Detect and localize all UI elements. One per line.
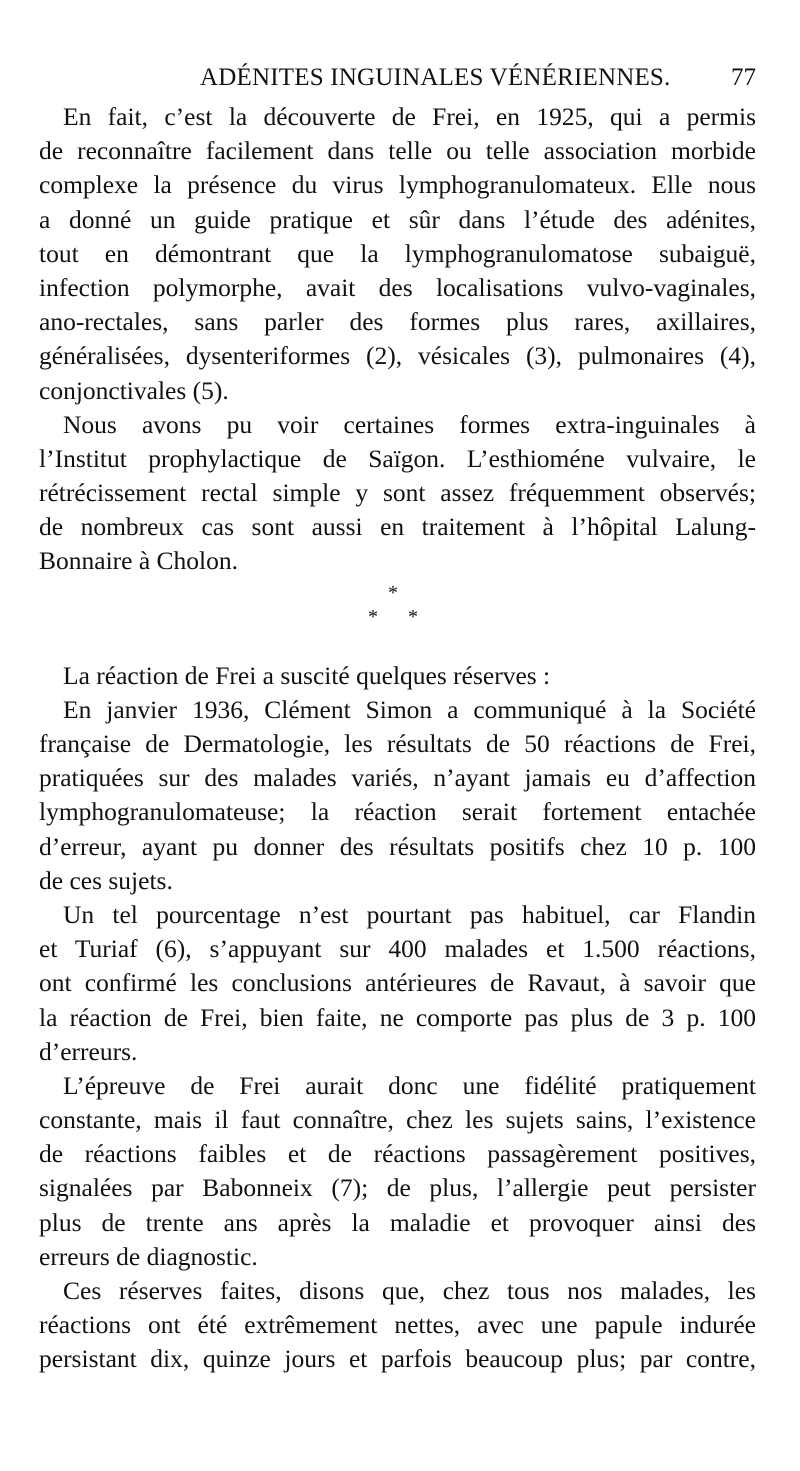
text-line: La réaction de Frei a suscité quelques réserves : [63, 660, 551, 690]
text-line: d’erreurs. [39, 1036, 138, 1066]
text-line: d’erreur, ayant pu donner des résultats positifs chez 10 p. 100 [39, 831, 756, 861]
text-line: rétrécissement rectal simple y sont assez fréquemment observés; [39, 478, 756, 508]
text-line: plus de trente ans après la maladie et provoquer ainsi des [39, 1207, 756, 1237]
text-line: de nombreux cas sont aussi en traitement à l’hôpital Lalung- [39, 512, 756, 542]
text-line: pratiquées sur des malades variés, n’ayant jamais eu d’affection [39, 763, 756, 793]
text-line: réactions ont été extrêmement nettes, avec une papule indurée [39, 1310, 756, 1340]
text-line: infection polymorphe, avait des localisations vulvo-vaginales, [39, 272, 756, 302]
text-line: En janvier 1936, Clément Simon a communiqué à la Société [63, 694, 756, 724]
text-line: ano-rectales, sans parler des formes plus rares, axillaires, [39, 307, 756, 337]
text-line: de reconnaître facilement dans telle ou telle association morbide [39, 136, 756, 166]
asterisk: * [368, 605, 378, 628]
text-line: généralisées, dysenteriformes (2), vésicales (3), pulmonaires (4), [39, 341, 756, 371]
text-line: complexe la présence du virus lymphogranulomateux. Elle nous [39, 170, 756, 200]
text-line: constante, mais il faut connaître, chez les sujets sains, l’existence [39, 1105, 756, 1135]
paragraph-5 [39, 898, 756, 1069]
text-line: Nous avons pu voir certaines formes extra-inguinales à [63, 409, 756, 439]
text-line: de réactions faibles et de réactions passagèrement positives, [39, 1139, 756, 1169]
text-line: Bonnaire à Cholon. [39, 546, 239, 576]
text-line: la réaction de Frei, bien faite, ne comporte pas plus de 3 p. 100 [39, 1002, 756, 1032]
asterisk: * [388, 581, 398, 604]
text-line: persistant dix, quinze jours et parfois beaucoup plus; par contre, [39, 1344, 756, 1374]
asterisk: * [408, 605, 418, 628]
paragraph-1 [39, 100, 756, 408]
page-number: 77 [731, 64, 756, 91]
text-line: de ces sujets. [39, 865, 173, 895]
text-line: signalées par Babonneix (7); de plus, l’allergie peut persister [39, 1173, 756, 1203]
text-line: conjonctivales (5). [39, 375, 229, 405]
paragraph-7 [39, 1274, 756, 1377]
text-line: l’Institut prophylactique de Saïgon. L’esthioméne vulvaire, le [39, 443, 756, 473]
text-line: Un tel pourcentage n’est pourtant pas habituel, car Flandin [63, 899, 756, 929]
text-line: erreurs de diagnostic. [39, 1241, 258, 1271]
section-separator [39, 579, 756, 659]
body-text [39, 100, 756, 1377]
text-line: française de Dermatologie, les résultats de 50 réactions de Frei, [39, 729, 756, 758]
text-line: Ces réserves faites, disons que, chez tous nos malades, les [63, 1276, 756, 1305]
text-line: a donné un guide pratique et sûr dans l’étude des adénites, [39, 204, 756, 234]
text-line: L’épreuve de Frei aurait donc une fidélité pratiquement [63, 1070, 756, 1100]
text-line: ont confirmé les conclusions antérieures de Ravaut, à savoir que [39, 968, 756, 998]
text-line: lymphogranulomateuse; la réaction serait fortement entachée [39, 797, 756, 827]
paragraph-3 [39, 659, 756, 693]
running-head [40, 58, 760, 98]
paragraph-4 [39, 693, 756, 898]
paragraph-6 [39, 1069, 756, 1274]
text-line: et Turiaf (6), s’appuyant sur 400 malades et 1.500 réactions, [39, 934, 756, 964]
running-title: ADÉNITES INGUINALES VÉNÉRIENNES. [200, 64, 671, 91]
paragraph-2 [39, 408, 756, 579]
text-line: En fait, c’est la découverte de Frei, en 1925, qui a permis [63, 102, 756, 131]
text-line: tout en démontrant que la lymphogranulomatose subaiguë, [39, 238, 756, 268]
